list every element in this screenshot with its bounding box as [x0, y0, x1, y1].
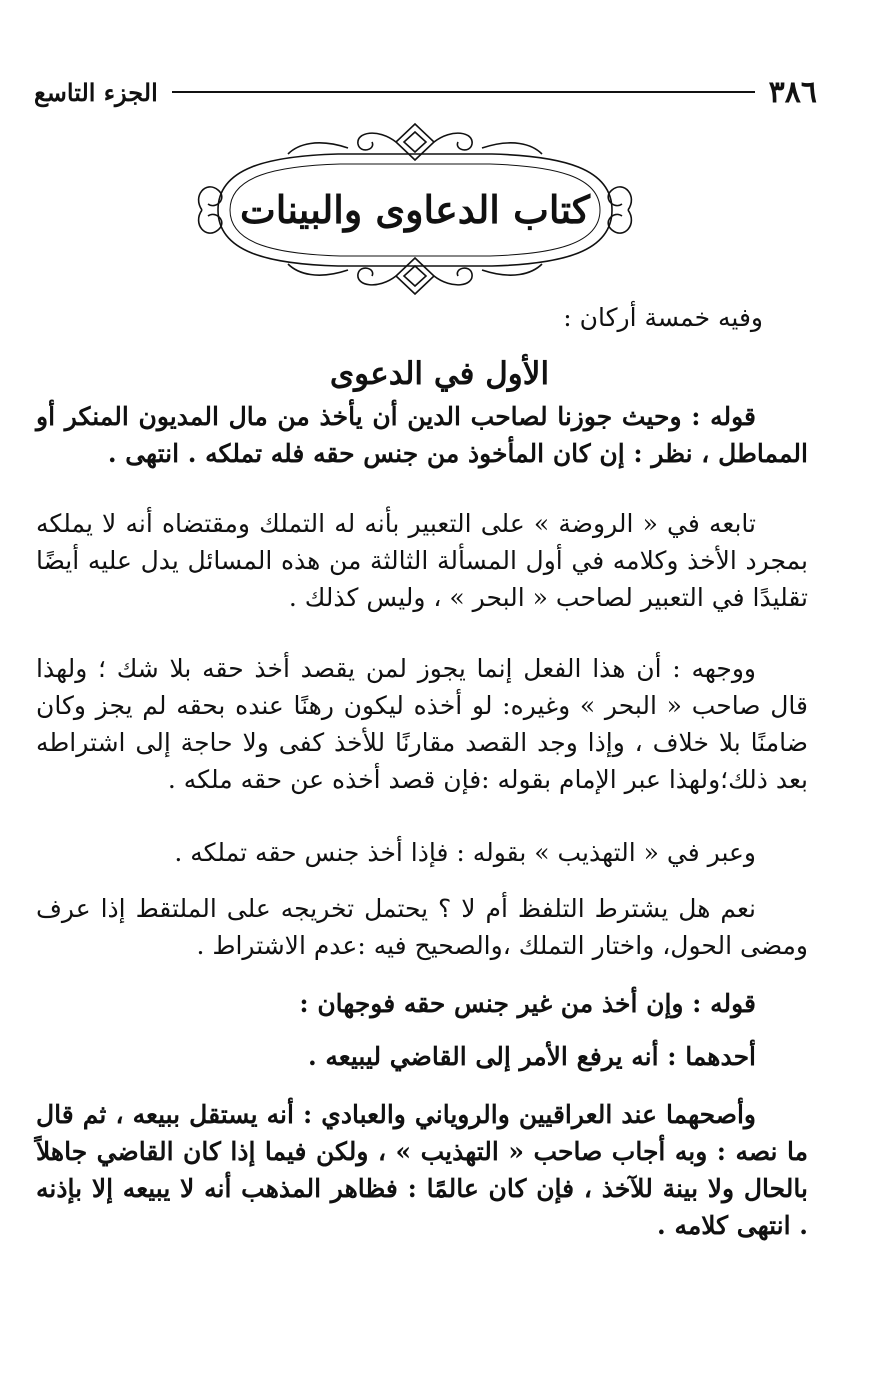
paragraph-text: أحدهما : أنه يرفع الأمر إلى القاضي ليبيعه . — [307, 1042, 756, 1071]
chapter-title-frame — [188, 118, 642, 300]
paragraph-text: ووجهه : أن هذا الفعل إنما يجوز لمن يقصد أخذ حقه بلا شك ؛ ولهذا قال صاحب « البحر » وغيره: لو أخذه ليكون رهنًا عنده بحقه لم يجز وكان ضامنًا بلا خلاف ، وإذا وجد القصد مقارنًا للأخذ كفى ولا حاجة إلى اشتراطه بعد ذلك؛ولهذا عبر الإمام بقوله :فإن قصد أخذه عن حقه ملكه . — [36, 654, 808, 794]
paragraph-text: وأصحهما عند العراقيين والروياني والعبادي : أنه يستقل ببيعه ، ثم قال ما نصه : وبه أجاب صاحب « التهذيب » ، ولكن فيما إذا كان القاضي جاهلاً بالحال ولا بينة للآخذ ، فإن كان عالمًا : فظاهر المذهب أنه لا يبيعه إلا بإذنه . انتهى كلامه . — [36, 1100, 808, 1240]
paragraph-text: تابعه في « الروضة » على التعبير بأنه له التملك ومقتضاه أنه لا يملكه بمجرد الأخذ وكلامه في أول المسألة الثالثة من هذه المسائل يدل عليه أيضًا تقليدًا في التعبير لصاحب « البحر » ، وليس كذلك . — [36, 509, 808, 612]
paragraph-commentary-3 — [36, 834, 808, 871]
paragraph-quote-3 — [36, 1038, 808, 1075]
volume-label: الجزء التاسع — [34, 77, 158, 107]
page-header — [34, 72, 817, 112]
paragraph-commentary-4 — [36, 890, 808, 964]
header-rule — [172, 91, 755, 93]
paragraph-quote-2 — [36, 985, 808, 1022]
paragraph-text: وعبر في « التهذيب » بقوله : فإذا أخذ جنس حقه تملكه . — [174, 838, 756, 867]
paragraph-commentary-2 — [36, 650, 808, 798]
paragraph-text: قوله : وحيث جوزنا لصاحب الدين أن يأخذ من مال المديون المنكر أو المماطل ، نظر : إن كان المأخوذ من جنس حقه فله تملكه . انتهى . — [36, 402, 808, 468]
paragraph-commentary-1 — [36, 505, 808, 616]
paragraph-quote-4 — [36, 1096, 808, 1244]
intro-line: وفيه خمسة أركان : — [563, 303, 763, 332]
paragraph-text: نعم هل يشترط التلفظ أم لا ؟ يحتمل تخريجه على الملتقط إذا عرف ومضى الحول، واختار التملك ،والصحيح فيه :عدم الاشتراط . — [36, 894, 808, 960]
page-number: ٣٨٦ — [768, 74, 817, 110]
section-title: الأول في الدعوى — [329, 356, 550, 392]
paragraph-text: قوله : وإن أخذ من غير جنس حقه فوجهان : — [299, 989, 756, 1018]
paragraph-quote-1 — [36, 398, 808, 472]
chapter-title: كتاب الدعاوى والبينات — [239, 187, 591, 232]
